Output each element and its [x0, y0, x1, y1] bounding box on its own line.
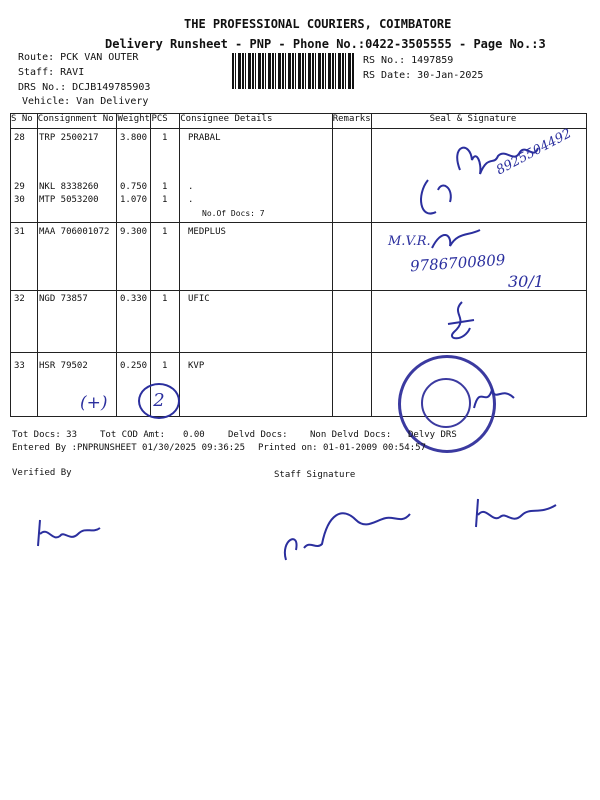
- table-header: [11, 114, 587, 129]
- table-row: [11, 291, 587, 353]
- vehicle: Vehicle: Van Delivery: [22, 96, 149, 107]
- tot-cod-label: Tot COD Amt:: [100, 430, 166, 440]
- row-details: .: [188, 182, 194, 192]
- handwritten-circled-count: [138, 383, 180, 419]
- row-weight: 1.070: [120, 195, 148, 205]
- staff-signature: [276, 500, 416, 570]
- row-weight: 0.330: [120, 294, 148, 304]
- verifier-signature: [34, 512, 104, 552]
- signature-row5: [470, 378, 520, 418]
- row-sno: 31: [14, 227, 25, 237]
- handwritten-tally: (+): [80, 393, 108, 413]
- row-sno: 29: [14, 182, 25, 192]
- runsheet-title: Delivery Runsheet - PNP - Phone No.:0422-3505555 - Page No.:3: [105, 37, 546, 51]
- circled-number: 2: [153, 390, 165, 411]
- row-pcs: 1: [162, 195, 168, 205]
- row-pcs: 1: [162, 182, 168, 192]
- row-details: .: [188, 195, 194, 205]
- staff-signature-label: Staff Signature: [274, 470, 356, 480]
- staff: Staff: RAVI: [18, 67, 85, 78]
- row-sno: 30: [14, 195, 25, 205]
- row-consignment: MTP 5053200: [39, 195, 99, 205]
- col-remarks: Remarks: [332, 114, 371, 129]
- delvy-drs: Delvy DRS: [408, 430, 457, 440]
- col-pcs: PCS: [151, 114, 180, 129]
- tot-docs: Tot Docs: 33: [12, 430, 78, 440]
- row-details: UFIC: [188, 294, 210, 304]
- no-of-docs-note: No.Of Docs: 7: [202, 209, 265, 218]
- barcode: [232, 53, 354, 89]
- row-details: KVP: [188, 361, 205, 371]
- handwritten-date: 30/1: [508, 272, 544, 291]
- row-weight: 0.250: [120, 361, 148, 371]
- signature-row1: [410, 140, 600, 235]
- row-pcs: 1: [162, 133, 168, 143]
- col-consignment: Consignment No: [37, 114, 117, 129]
- row-sno: 33: [14, 361, 25, 371]
- staff-signature-2: [470, 495, 560, 535]
- row-consignment: TRP 2500217: [39, 133, 99, 143]
- row-pcs: 1: [162, 361, 168, 371]
- signature-row4: [440, 298, 480, 346]
- col-sno: S No: [11, 114, 38, 129]
- handwritten-name-2: M.V.R.: [388, 234, 431, 249]
- row-details: PRABAL: [188, 133, 221, 143]
- row-pcs: 1: [162, 294, 168, 304]
- row-weight: 0.750: [120, 182, 148, 192]
- col-details: Consignee Details: [180, 114, 332, 129]
- row-sno: 28: [14, 133, 25, 143]
- verified-by-label: Verified By: [12, 468, 72, 478]
- tot-cod-value: 0.00: [183, 430, 205, 440]
- row-weight: 3.800: [120, 133, 148, 143]
- delvd-docs: Delvd Docs:: [228, 430, 288, 440]
- col-weight: Weight: [117, 114, 151, 129]
- drs-no: DRS No.: DCJB149785903: [18, 82, 151, 93]
- rs-no: RS No.: 1497859: [363, 55, 454, 66]
- row-consignment: NGD 73857: [39, 294, 88, 304]
- row-details: MEDPLUS: [188, 227, 226, 237]
- row-consignment: NKL 8338260: [39, 182, 99, 192]
- handwritten-phone-1: 8925504492: [494, 126, 575, 179]
- printed-on: Printed on: 01-01-2009 00:54:57: [258, 443, 426, 453]
- row-pcs: 1: [162, 227, 168, 237]
- row-consignment: MAA 706001072: [39, 227, 110, 237]
- route: Route: PCK VAN OUTER: [18, 52, 139, 63]
- non-delvd-docs: Non Delvd Docs:: [310, 430, 392, 440]
- row-consignment: HSR 79502: [39, 361, 88, 371]
- company-name: THE PROFESSIONAL COURIERS, COIMBATORE: [184, 17, 452, 31]
- entered-by: Entered By :PNPRUNSHEET 01/30/2025 09:36:25: [12, 443, 245, 453]
- row-weight: 9.300: [120, 227, 148, 237]
- seal-inner-ring: [421, 378, 471, 428]
- col-seal: Seal & Signature: [371, 114, 586, 129]
- handwritten-phone-2: 9786700809: [409, 250, 506, 276]
- row-sno: 32: [14, 294, 25, 304]
- rs-date: RS Date: 30-Jan-2025: [363, 70, 484, 81]
